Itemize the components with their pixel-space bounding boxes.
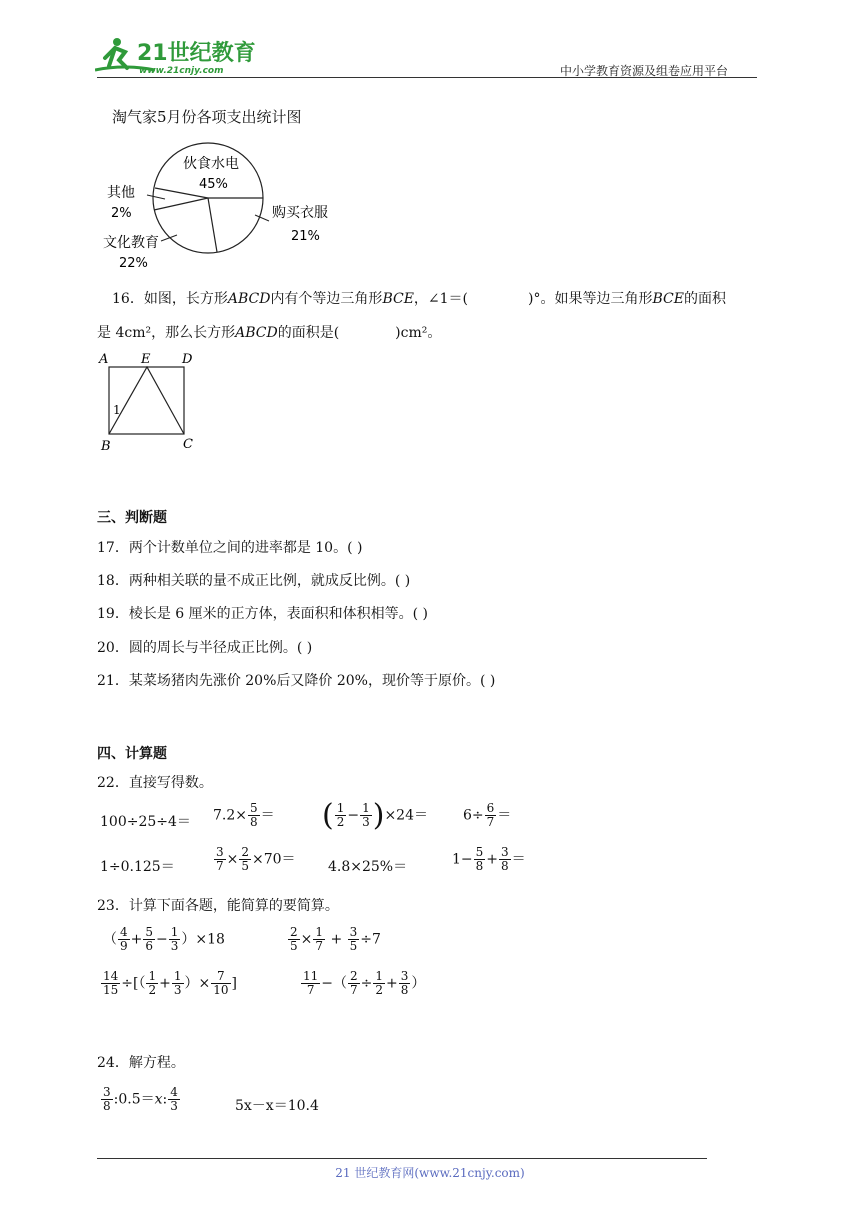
footer-text[interactable]: 21 世纪教育网(www.21cnjy.com) <box>335 1166 525 1180</box>
expr-2: $\frac{2}{5}$ × $\frac{1}{7}$ + $\frac{3}{5}$ ÷7 <box>290 925 381 953</box>
header-rule <box>97 77 757 78</box>
pie-pct-other: 2% <box>111 206 132 221</box>
section-3-title: 三、判断题 <box>97 510 167 526</box>
calc-8: 1− $\frac{5}{8}$ + $\frac{3}{8}$ ＝ <box>452 845 526 873</box>
vertex-b: B <box>101 439 111 452</box>
logo-url: www.21cnjy.com <box>139 66 224 76</box>
pie-slice-border-2 <box>208 198 217 252</box>
calc-7: 4.8×25%＝ <box>328 859 408 875</box>
section-4-title: 四、计算题 <box>97 746 167 762</box>
vertex-a: A <box>99 352 109 367</box>
pie-label-clothes: 购买衣服 <box>272 205 328 221</box>
pie-label-other: 其他 <box>107 185 135 201</box>
site-logo <box>95 34 265 76</box>
pie-pct-education: 22% <box>119 256 148 271</box>
q17: 17．两个计数单位之间的进率都是 10。( ) <box>97 540 363 556</box>
q16-line2: 是 4cm²，那么长方形ABCD的面积是( )cm²。 <box>97 325 442 341</box>
equation-1: $\frac{3}{8}$ :0.5＝x: $\frac{4}{3}$ <box>103 1085 178 1113</box>
pie-chart <box>95 135 355 275</box>
calc-6: $\frac{3}{7}$ × $\frac{2}{5}$ ×70＝ <box>216 845 296 873</box>
q16-line1: 16．如图，长方形ABCD内有个等边三角形BCE，∠1＝( )°。如果等边三角形BCE的面积 <box>112 291 726 307</box>
expr-4: $\frac{11}{7}$ −（ $\frac{2}{7}$ ÷ $\frac{1}{2}$ + $\frac{3}{8}$ ） <box>303 969 426 997</box>
angle-1-label: 1 <box>113 403 121 417</box>
calc-2: 7.2× $\frac{5}{8}$ ＝ <box>213 801 275 829</box>
leader-clothes <box>255 215 269 221</box>
q21: 21．某菜场猪肉先涨价 20%后又降价 20%，现价等于原价。( ) <box>97 673 496 689</box>
footer-rule <box>97 1158 707 1159</box>
q24: 24．解方程。 <box>97 1055 185 1071</box>
vertex-c: C <box>183 437 193 452</box>
calc-4: 6÷ $\frac{6}{7}$ ＝ <box>463 801 512 829</box>
pie-slice-border-3 <box>154 198 208 210</box>
calc-1: 100÷25÷4＝ <box>100 814 191 830</box>
expr-1: （ $\frac{4}{9}$ + $\frac{5}{6}$ − $\frac{1}{3}$ ）×18 <box>103 925 225 953</box>
pie-pct-food: 45% <box>199 177 228 192</box>
equation-2: 5x－x＝10.4 <box>235 1098 319 1114</box>
pie-pct-clothes: 21% <box>291 229 320 244</box>
calc-5: 1÷0.125＝ <box>100 859 175 875</box>
leader-education <box>161 235 177 241</box>
q19: 19．棱长是 6 厘米的正方体，表面积和体积相等。( ) <box>97 606 428 622</box>
pie-label-food: 伙食水电 <box>183 156 239 172</box>
q16-figure <box>97 350 207 452</box>
vertex-e: E <box>141 352 151 367</box>
calc-3: ( $\frac{1}{2}$ − $\frac{1}{3}$ )×24＝ <box>322 798 428 833</box>
rectangle-abcd <box>109 367 184 434</box>
chart-title: 淘气家5月份各项支出统计图 <box>112 108 302 126</box>
expr-3: $\frac{14}{15}$ ÷[（ $\frac{1}{2}$ + $\frac{1}{3}$ ）× $\frac{7}{10}$ ] <box>103 969 237 997</box>
triangle-bce <box>109 367 184 434</box>
vertex-d: D <box>182 352 193 367</box>
header-platform-name: 中小学教育资源及组卷应用平台 <box>560 64 729 78</box>
logo-text: 21世纪教育 <box>137 41 256 66</box>
leader-other <box>147 195 165 199</box>
q22: 22．直接写得数。 <box>97 775 213 791</box>
q18: 18．两种相关联的量不成正比例，就成反比例。( ) <box>97 573 411 589</box>
pie-label-education: 文化教育 <box>103 235 159 251</box>
q20: 20．圆的周长与半径成正比例。( ) <box>97 640 313 656</box>
q23: 23．计算下面各题，能简算的要简算。 <box>97 898 339 914</box>
